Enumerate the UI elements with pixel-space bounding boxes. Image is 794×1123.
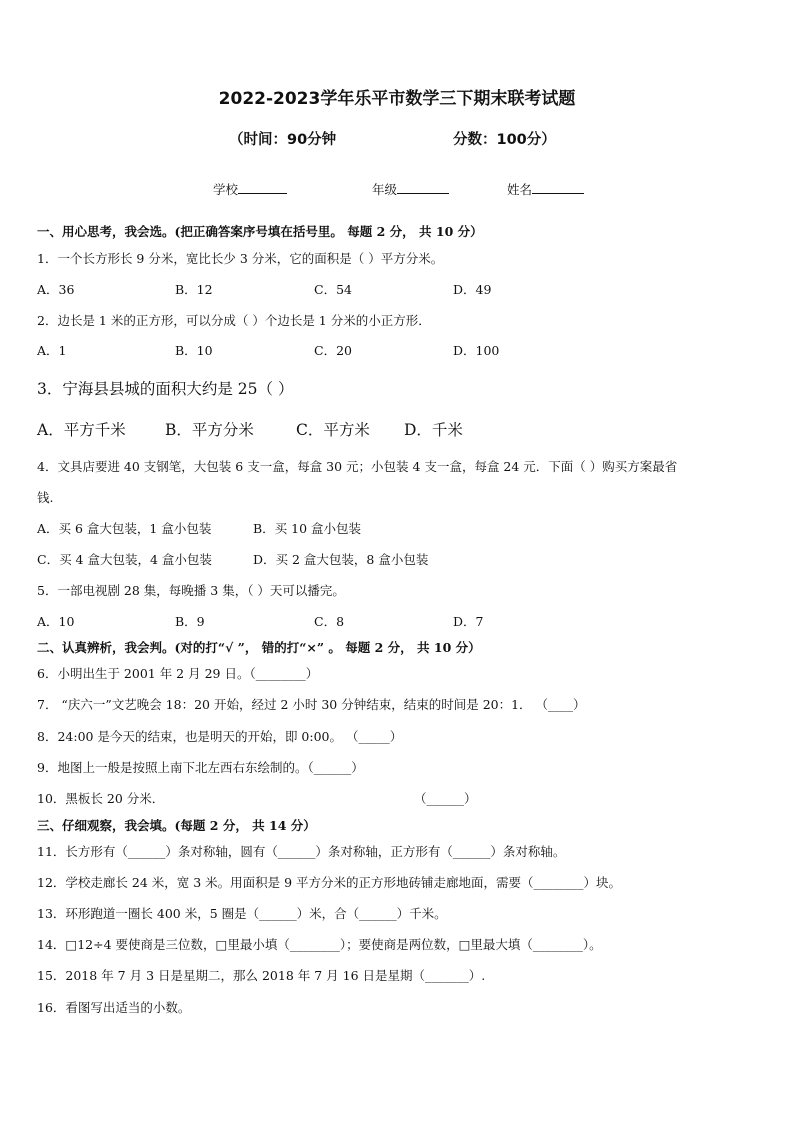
q2-option-a: A．1 [37,343,67,358]
q5-option-c: C．8 [314,614,345,629]
grade-field[interactable] [372,181,449,198]
school-blank [238,181,287,194]
q1-option-c: C．54 [314,282,352,297]
q2-option-b: B．10 [175,343,213,358]
grade-label: 年级 [372,182,398,197]
q10-text: 10．黑板长 20 分米． [37,791,165,806]
q10-blank: （______） [414,791,477,806]
q1-option-a: A．36 [37,282,75,297]
section1-heading: 一、用心思考，我会选。(把正确答案序号填在括号里。 每题 2 分， 共 10 分） [37,224,483,239]
q14: 14．□12÷4 要使商是三位数，□里最小填（________）；要使商是两位数，□里最大填（________）。 [37,937,602,952]
q1-option-b: B．12 [175,282,213,297]
q15: 15．2018 年 7 月 3 日是星期二，那么 2018 年 7 月 16 日是星期（_______）. [37,968,486,983]
name-label: 姓名 [507,182,533,197]
q2-option-d: D．100 [453,343,500,358]
q4-option-c: C．买 4 盒大包装，4 盒小包装 [37,552,212,567]
exam-score: 分数：100分） [453,132,556,148]
q13: 13．环形跑道一圈长 400 米，5 圈是（______）米，合（______）千米。 [37,906,447,921]
q6: 6．小明出生于 2001 年 2 月 29 日。（________） [37,666,319,681]
q5-option-b: B．9 [175,614,205,629]
q3-option-a: A．平方千米 [37,421,126,439]
q5-stem: 5．一部电视剧 28 集，每晚播 3 集，（ ）天可以播完。 [37,583,345,598]
q9: 9．地图上一般是按照上南下北左西右东绘制的。（______） [37,760,364,775]
q16: 16．看图写出适当的小数。 [37,1000,191,1015]
q3-option-c: C．平方米 [296,421,370,439]
q12: 12．学校走廊长 24 米，宽 3 米。用面积是 9 平方分米的正方形地砖铺走廊地面，需要（________）块。 [37,875,622,890]
q5-option-d: D．7 [453,614,484,629]
q7: 7． “庆六一”文艺晚会 18：20 开始，经过 2 小时 30 分钟结束，结束的时间是 20：1． （____） [37,697,586,712]
section3-heading: 三、仔细观察，我会填。(每题 2 分， 共 14 分） [37,818,316,833]
q5-option-a: A．10 [37,614,75,629]
q1-stem: 1．一个长方形长 9 分米，宽比长少 3 分米，它的面积是（ ）平方分米。 [37,251,444,266]
q4-stem-line2: 钱. [37,490,54,505]
q3-option-d: D．千米 [404,421,463,439]
q3-option-b: B．平方分米 [165,421,254,439]
q11: 11．长方形有（______）条对称轴，圆有（______）条对称轴，正方形有（______）条对称轴。 [37,844,566,859]
q1-option-d: D．49 [453,282,492,297]
name-field[interactable] [507,181,584,198]
q2-option-c: C．20 [314,343,352,358]
page-title: 2022-2023学年乐平市数学三下期末联考试题 [218,89,576,109]
school-label: 学校 [213,182,239,197]
q2-stem: 2．边长是 1 米的正方形，可以分成（ ）个边长是 1 分米的小正方形． [37,313,431,328]
q4-option-b: B．买 10 盒小包装 [253,521,362,536]
q8: 8．24:00 是今天的结束，也是明天的开始，即 0:00。 （_____） [37,729,403,744]
exam-time: （时间：90分钟 [229,132,337,148]
name-blank [532,181,584,194]
q3-stem: 3．宁海县县城的面积大约是 25（ ） [37,380,294,398]
section2-heading: 二、认真辨析，我会判。(对的打“√ ”， 错的打“×” 。 每题 2 分， 共 10 分） [37,640,481,655]
q4-stem-line1: 4．文具店要进 40 支钢笔，大包装 6 支一盒，每盒 30 元；小包装 4 支一盒，每盒 24 元．下面（ ）购买方案最省 [37,459,678,474]
q4-option-a: A．买 6 盒大包装，1 盒小包装 [37,521,212,536]
school-field[interactable] [213,181,287,198]
q4-option-d: D．买 2 盒大包装，8 盒小包装 [253,552,429,567]
grade-blank [397,181,449,194]
